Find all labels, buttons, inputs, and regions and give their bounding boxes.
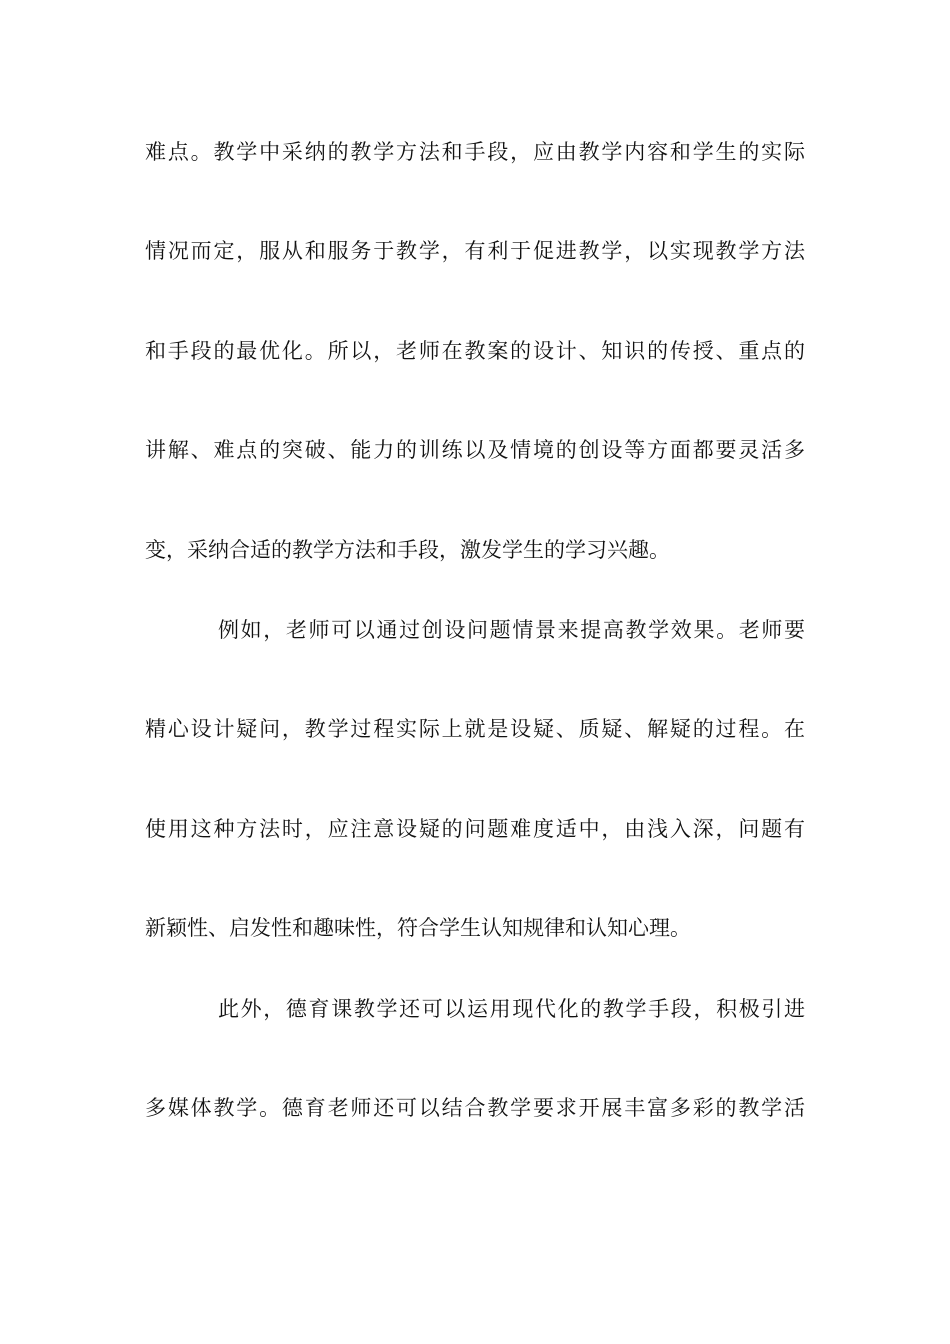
paragraph-line: 使用这种方法时，应注意设疑的问题难度适中，由浅入深，问题有 [145, 817, 805, 841]
paragraph-line: 和手段的最优化。所以，老师在教案的设计、知识的传授、重点的 [145, 339, 805, 363]
paragraph-line: 变，采纳合适的教学方法和手段，激发学生的学习兴趣。 [145, 538, 670, 562]
paragraph-line: 难点。教学中采纳的教学方法和手段，应由教学内容和学生的实际 [145, 140, 805, 164]
paragraph-line: 新颖性、启发性和趣味性，符合学生认知规律和认知心理。 [145, 916, 691, 940]
paragraph-line: 情况而定，服从和服务于教学，有利于促进教学，以实现教学方法 [145, 239, 805, 263]
paragraph-line: 精心设计疑问，教学过程实际上就是设疑、质疑、解疑的过程。在 [145, 717, 805, 741]
paragraph-line: 多媒体教学。德育老师还可以结合教学要求开展丰富多彩的教学活 [145, 1096, 805, 1120]
paragraph-line: 此外，德育课教学还可以运用现代化的教学手段，积极引进 [218, 997, 805, 1021]
paragraph-line: 讲解、难点的突破、能力的训练以及情境的创设等方面都要灵活多 [145, 438, 805, 462]
paragraph-line: 例如，老师可以通过创设问题情景来提高教学效果。老师要 [218, 618, 805, 642]
